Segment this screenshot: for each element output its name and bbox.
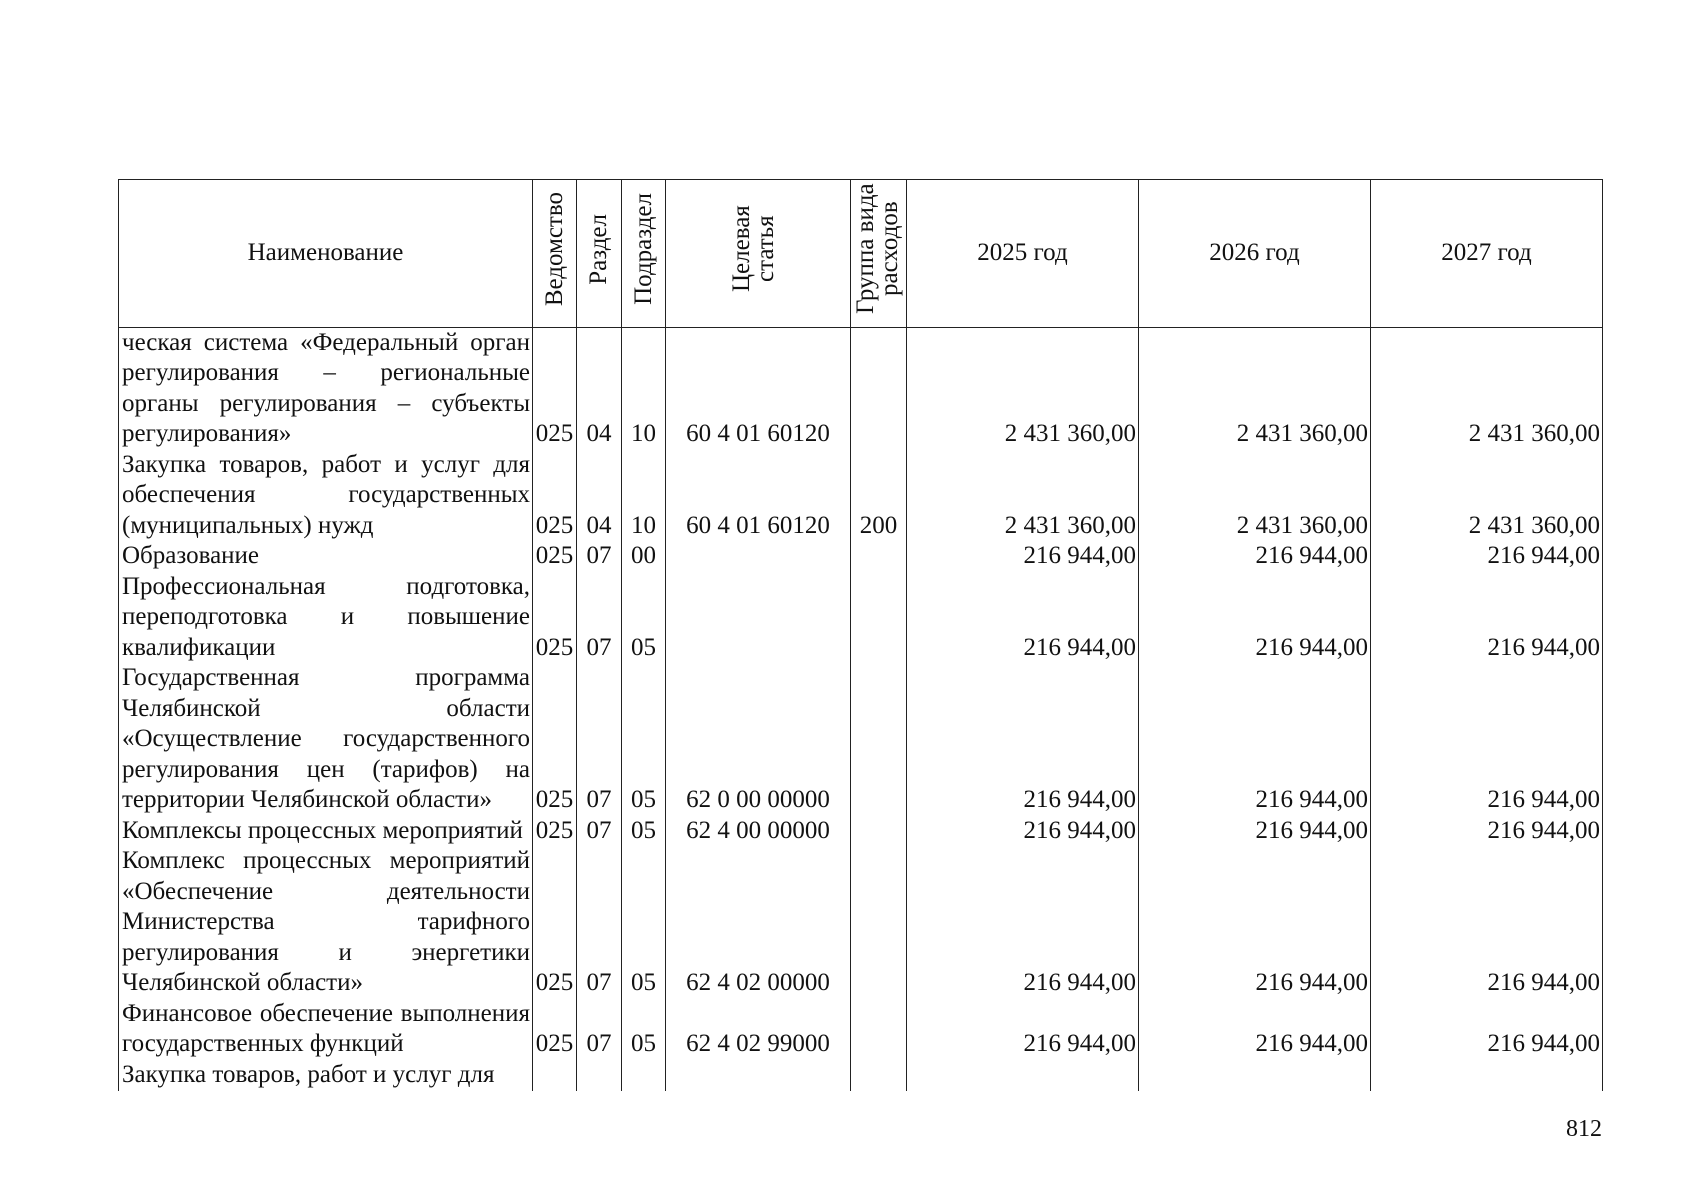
row-section: 04 [577,450,622,542]
row-amount-2025: 216 944,00 [907,816,1139,847]
row-subsection: 05 [622,572,666,664]
header-year-2026 [1139,180,1371,328]
row-subsection: 05 [622,663,666,816]
row-target-article: 62 4 02 99000 [666,999,851,1060]
row-amount-2027: 2 431 360,00 [1371,327,1603,450]
row-section: 07 [577,663,622,816]
row-amount-2025: 216 944,00 [907,541,1139,572]
row-amount-2027: 216 944,00 [1371,846,1603,999]
table-row [119,999,1603,1060]
row-amount-2027: 216 944,00 [1371,816,1603,847]
row-amount-2026: 216 944,00 [1139,846,1371,999]
table-header [119,180,1603,328]
row-section: 04 [577,327,622,450]
table-row-truncated [119,1060,1603,1091]
header-year-2027-label: 2027 год [1441,239,1532,266]
header-year-2027 [1371,180,1603,328]
table-row [119,846,1603,999]
row-section: 07 [577,541,622,572]
row-name: Образование [119,541,533,572]
row-amount-2026: 216 944,00 [1139,663,1371,816]
row-target-article: 60 4 01 60120 [666,450,851,542]
row-department: 025 [533,846,577,999]
row-name: Закупка товаров, работ и услуг для [119,1060,533,1091]
row-amount-2026 [1139,1060,1371,1091]
row-expense-group [851,572,907,664]
row-subsection: 05 [622,816,666,847]
row-name: Профессиональная подготовка, переподготовка и повышение квалификации [119,572,533,664]
header-year-2025-label: 2025 год [977,239,1068,266]
budget-table [118,179,1603,1091]
row-subsection: 10 [622,327,666,450]
row-name: Комплекс процессных мероприятий «Обеспечение деятельности Министерства тарифного регулирования и энергетики Челябинской области» [119,846,533,999]
row-department: 025 [533,541,577,572]
row-department: 025 [533,450,577,542]
row-target-article [666,572,851,664]
row-amount-2026: 216 944,00 [1139,816,1371,847]
table-row [119,663,1603,816]
row-target-article [666,1060,851,1091]
row-amount-2027: 216 944,00 [1371,663,1603,816]
table-row [119,327,1603,450]
row-amount-2025: 216 944,00 [907,572,1139,664]
row-department: 025 [533,816,577,847]
row-target-article: 62 4 02 00000 [666,846,851,999]
row-amount-2025: 2 431 360,00 [907,327,1139,450]
row-name: Государственная программа Челябинской области «Осуществление государственного регулирования цен (тарифов) на территории Челябинской области» [119,663,533,816]
row-name: Финансовое обеспечение выполнения государственных функций [119,999,533,1060]
table-row [119,541,1603,572]
header-name-label: Наименование [247,239,404,266]
row-department: 025 [533,999,577,1060]
row-amount-2025: 216 944,00 [907,663,1139,816]
row-target-article [666,541,851,572]
row-amount-2027 [1371,1060,1603,1091]
header-expense-group-label: Группа вида расходов [851,183,903,315]
header-name [119,180,533,328]
row-target-article: 62 4 00 00000 [666,816,851,847]
row-amount-2026: 2 431 360,00 [1139,327,1371,450]
table-row [119,450,1603,542]
row-amount-2026: 216 944,00 [1139,541,1371,572]
row-section [577,1060,622,1091]
row-expense-group [851,846,907,999]
row-department: 025 [533,327,577,450]
row-section: 07 [577,572,622,664]
row-amount-2027: 216 944,00 [1371,572,1603,664]
header-section [577,180,622,328]
row-subsection: 00 [622,541,666,572]
row-expense-group [851,663,907,816]
row-expense-group [851,541,907,572]
row-expense-group [851,327,907,450]
row-expense-group: 200 [851,450,907,542]
header-target-article-label: Целевая статья [728,205,779,293]
header-target-article [666,180,851,328]
row-name: ческая система «Федеральный орган регулирования – региональные органы регулирования – субъекты регулирования» [119,327,533,450]
row-department: 025 [533,572,577,664]
row-amount-2026: 216 944,00 [1139,999,1371,1060]
row-name: Закупка товаров, работ и услуг для обеспечения государственных (муниципальных) нужд [119,450,533,542]
row-amount-2027: 216 944,00 [1371,541,1603,572]
table-row [119,816,1603,847]
row-expense-group [851,999,907,1060]
row-amount-2025 [907,1060,1139,1091]
row-amount-2027: 216 944,00 [1371,999,1603,1060]
table-body [119,327,1603,1091]
row-amount-2026: 2 431 360,00 [1139,450,1371,542]
row-subsection: 05 [622,846,666,999]
table-row [119,572,1603,664]
row-amount-2026: 216 944,00 [1139,572,1371,664]
row-section: 07 [577,816,622,847]
row-subsection [622,1060,666,1091]
header-subsection [622,180,666,328]
row-subsection: 05 [622,999,666,1060]
page-number: 812 [1566,1116,1602,1142]
row-amount-2025: 216 944,00 [907,846,1139,999]
row-section: 07 [577,999,622,1060]
row-target-article: 62 0 00 00000 [666,663,851,816]
row-amount-2027: 2 431 360,00 [1371,450,1603,542]
header-section-label: Раздел [585,213,612,285]
header-subsection-label: Подраздел [629,193,657,305]
row-section: 07 [577,846,622,999]
row-subsection: 10 [622,450,666,542]
row-expense-group [851,816,907,847]
header-department [533,180,577,328]
row-amount-2025: 2 431 360,00 [907,450,1139,542]
row-amount-2025: 216 944,00 [907,999,1139,1060]
row-department: 025 [533,663,577,816]
header-year-2026-label: 2026 год [1209,239,1300,266]
header-expense-group [851,180,907,328]
row-name: Комплексы процессных мероприятий [119,816,533,847]
header-department-label: Ведомство [540,191,568,307]
row-department [533,1060,577,1091]
header-year-2025 [907,180,1139,328]
row-expense-group [851,1060,907,1091]
row-target-article: 60 4 01 60120 [666,327,851,450]
